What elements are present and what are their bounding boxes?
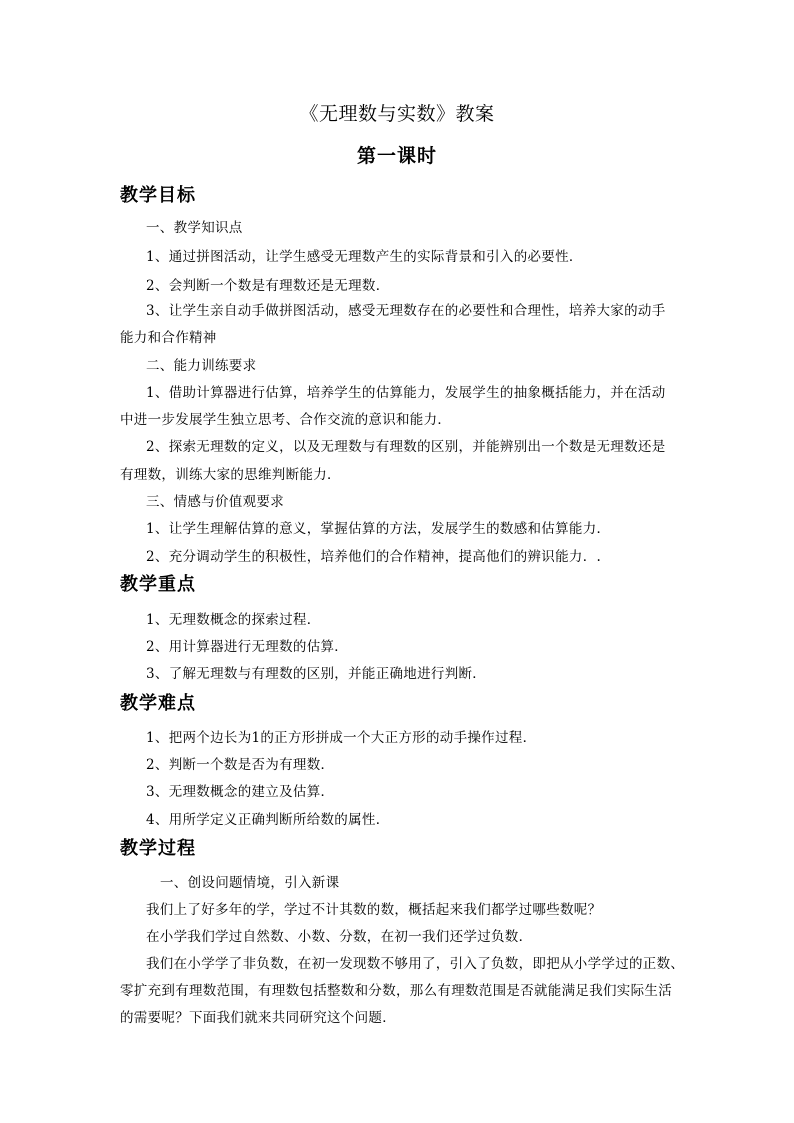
process-paragraph-1: 我们上了好多年的学，学过不计其数的数，概括起来我们都学过哪些数呢？ <box>146 902 602 918</box>
process-paragraph-3b: 零扩充到有理数范围，有理数包括整数和分数，那么有理数范围是否就能满足我们实际生活 <box>120 983 672 999</box>
goal-emotion-1: 1、让学生理解估算的意义，掌握估算的方法，发展学生的数感和估算能力． <box>146 521 611 537</box>
goal-ability-2a: 2、探索无理数的定义，以及无理数与有理数的区别，并能辨别出一个数是无理数还是 <box>146 439 666 455</box>
goal-ability-1a: 1、借助计算器进行估算，培养学生的估算能力，发展学生的抽象概括能力，并在活动 <box>146 385 666 401</box>
subsection-ability-heading: 二、能力训练要求 <box>146 358 257 374</box>
section-heading-goals: 教学目标 <box>120 185 196 206</box>
goal-ability-2b: 有理数，训练大家的思维判断能力． <box>120 467 341 483</box>
difficulty-1: 1、把两个边长为1的正方形拼成一个大正方形的动手操作过程． <box>146 730 537 746</box>
section-heading-process: 教学过程 <box>120 838 196 859</box>
difficulty-2: 2、判断一个数是否为有理数． <box>146 757 335 773</box>
process-paragraph-2: 在小学我们学过自然数、小数、分数，在初一我们还学过负数． <box>146 929 533 945</box>
goal-ability-1b: 中进一步发展学生独立思考、合作交流的意识和能力． <box>120 412 452 428</box>
difficulty-3: 3、无理数概念的建立及估算． <box>146 784 335 800</box>
difficulty-4: 4、用所学定义正确判断所给数的属性． <box>146 812 390 828</box>
goal-knowledge-2: 2、会判断一个数是有理数还是无理数． <box>146 278 390 294</box>
process-paragraph-3c: 的需要呢？下面我们就来共同研究这个问题． <box>120 1010 396 1026</box>
key-point-2: 2、用计算器进行无理数的估算． <box>146 639 349 655</box>
key-point-3: 3、了解无理数与有理数的区别，并能正确地进行判断． <box>146 666 487 682</box>
section-heading-difficulties: 教学难点 <box>120 693 196 714</box>
lesson-subtitle: 第一课时 <box>356 145 437 167</box>
goal-knowledge-3a: 3、让学生亲自动手做拼图活动，感受无理数存在的必要性和合理性，培养大家的动手 <box>146 303 666 319</box>
goal-knowledge-1: 1、通过拼图活动，让学生感受无理数产生的实际背景和引入的必要性． <box>146 249 583 265</box>
section-heading-key-points: 教学重点 <box>120 574 196 595</box>
subsection-knowledge-heading: 一、教学知识点 <box>146 220 243 236</box>
goal-knowledge-3b: 能力和合作精神 <box>120 330 217 346</box>
process-step-1-heading: 一、创设问题情境，引入新课 <box>160 875 340 891</box>
goal-emotion-2: 2、充分调动学生的积极性，培养他们的合作精神，提高他们的辨识能力．. <box>146 549 602 565</box>
key-point-1: 1、无理数概念的探索过程． <box>146 612 321 628</box>
document-title: 《无理数与实数》教案 <box>299 103 495 125</box>
process-paragraph-3a: 我们在小学学了非负数，在初一发现数不够用了，引入了负数，即把从小学学过的正数、 <box>146 956 685 972</box>
subsection-emotion-heading: 三、情感与价值观要求 <box>146 494 284 510</box>
